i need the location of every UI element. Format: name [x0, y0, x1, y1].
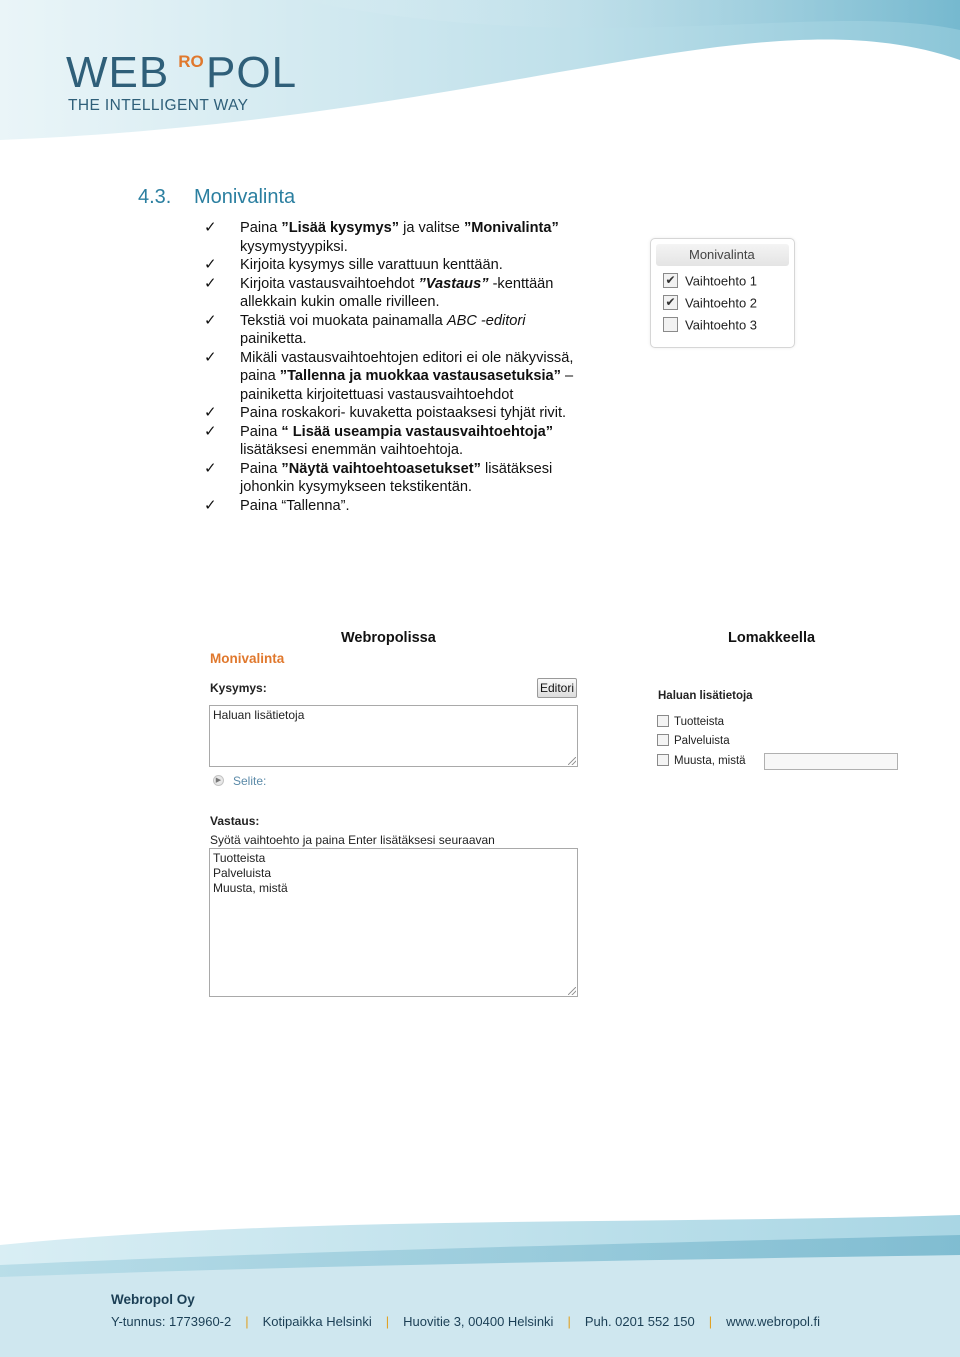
preview-checkbox[interactable]: ✔ — [663, 273, 678, 288]
logo-tagline: THE INTELLIGENT WAY — [68, 97, 249, 114]
checklist-text: Paina — [240, 220, 282, 236]
checkmark-icon: ✓ — [204, 348, 217, 366]
section-number: 4.3. — [138, 186, 172, 208]
preview-option-label: Vaihtoehto 1 — [685, 273, 758, 289]
preview-option-label: Vaihtoehto 3 — [685, 317, 758, 333]
form-option[interactable] — [657, 735, 730, 747]
column-title-webropolissa: Webropolissa — [341, 630, 436, 646]
answers-textarea[interactable] — [209, 848, 578, 997]
checklist-text: lisätäksesi johonkin kysymykseen tekstikentän. — [240, 460, 553, 495]
editor-button[interactable]: Editori — [537, 678, 577, 698]
form-option[interactable] — [657, 755, 746, 767]
checklist-item — [204, 219, 584, 256]
form-checkbox[interactable] — [657, 754, 669, 766]
footer-separator: | — [708, 1314, 713, 1329]
footer-business-id: Y-tunnus: 1773960-2 — [111, 1314, 232, 1329]
checkmark-icon: ✓ — [204, 459, 217, 477]
answer-line: Muusta, mistä — [213, 881, 288, 895]
webropol-logo — [66, 50, 306, 120]
checklist-text: Kirjoita kysymys sille varattuun kenttään. — [240, 257, 503, 273]
checkmark-icon: ✓ — [204, 274, 217, 292]
column-title-lomakkeella: Lomakkeella — [728, 630, 816, 646]
footer-info-line — [111, 1314, 820, 1329]
form-question: Haluan lisätietoja — [658, 690, 753, 702]
section-heading — [138, 186, 295, 209]
checkmark-icon: ✓ — [204, 422, 217, 440]
form-checkbox[interactable] — [657, 715, 669, 727]
answer-hint: Syötä vaihtoehto ja paina Enter lisätäksesi seuraavan — [210, 833, 495, 847]
checklist-item — [204, 404, 584, 423]
checklist-text: kysymystyypiksi. — [240, 238, 348, 255]
answer-label: Vastaus: — [210, 814, 260, 828]
checklist-text: Paina roskakori- kuvaketta poistaaksesi tyhjät rivit. — [240, 405, 567, 421]
preview-title: Monivalinta — [656, 244, 789, 266]
checklist-text: ”Monivalinta” — [463, 220, 559, 236]
checklist-text: -kenttään allekkain kukin omalle rivilleen. — [240, 275, 554, 310]
checklist-text: Paina — [240, 460, 282, 477]
selite-label: Selite: — [233, 774, 267, 788]
footer-website-link[interactable]: www.webropol.fi — [726, 1314, 821, 1329]
checklist-item — [204, 275, 584, 312]
answer-line: Tuotteista — [213, 851, 266, 865]
logo-text-ro: RO — [178, 52, 204, 71]
preview-option[interactable] — [663, 317, 757, 334]
preview-checkbox[interactable]: ✔ — [663, 295, 678, 310]
preview-option[interactable] — [663, 273, 757, 290]
footer-wave-decoration — [0, 1215, 960, 1357]
footer-address: Huovitie 3, 00400 Helsinki — [403, 1314, 554, 1329]
question-label: Kysymys: — [210, 681, 267, 695]
checklist-text: Kirjoita vastausvaihtoehdot — [240, 275, 419, 292]
checklist-text: Paina “Tallenna”. — [240, 497, 350, 514]
checklist-item — [204, 349, 584, 405]
footer-separator: | — [245, 1314, 249, 1329]
expand-arrow-icon: ▶ — [213, 775, 224, 786]
checklist-text: Mikäli vastausvaihtoehtojen editori ei ole näkyvissä, paina — [240, 349, 574, 384]
footer-company-name: Webropol Oy — [111, 1292, 195, 1307]
checklist-text: Tekstiä voi muokata painamalla — [240, 312, 447, 329]
footer-phone: Puh. 0201 552 150 — [584, 1314, 695, 1329]
checklist-text: ”Vastaus” — [418, 275, 489, 292]
form-option-label: Muusta, mistä — [674, 755, 746, 768]
footer-separator: | — [567, 1314, 571, 1329]
checkmark-icon: ✓ — [204, 311, 217, 329]
form-other-text-input[interactable] — [764, 753, 898, 770]
form-checkbox[interactable] — [657, 734, 669, 746]
form-option-label: Tuotteista — [674, 716, 725, 729]
selite-toggle[interactable] — [213, 774, 266, 788]
checklist-text: “ Lisää useampia vastausvaihtoehtoja” — [281, 423, 554, 440]
checklist-item — [204, 497, 584, 516]
checkmark-icon: ✓ — [204, 256, 217, 273]
checklist-text: ABC -editori — [446, 312, 526, 329]
preview-checkbox[interactable] — [663, 317, 678, 332]
preview-option[interactable] — [663, 295, 757, 312]
checklist-item — [204, 423, 584, 460]
editor-question-type-title: Monivalinta — [210, 651, 285, 666]
logo-text-web: WEB — [66, 48, 170, 97]
checkmark-icon: ✓ — [204, 496, 217, 514]
footer-domicile: Kotipaikka Helsinki — [262, 1314, 372, 1329]
resize-grip-icon[interactable] — [568, 757, 576, 765]
checklist-item — [204, 256, 584, 275]
checklist-text: ja valitse — [399, 220, 464, 236]
form-option[interactable] — [657, 716, 724, 728]
checklist-item — [204, 460, 584, 497]
checklist-text: ”Lisää kysymys” — [281, 220, 400, 236]
checklist-text: ”Tallenna ja muokkaa vastausasetuksia” — [279, 368, 561, 384]
form-option-label: Palveluista — [674, 735, 730, 748]
checklist-item — [204, 312, 584, 349]
preview-option-label: Vaihtoehto 2 — [685, 295, 758, 311]
checklist-text: –painiketta kirjoitettuasi vastausvaihtoehdot — [240, 368, 574, 403]
section-title: Monivalinta — [194, 186, 296, 208]
question-text: Haluan lisätietoja — [213, 708, 305, 722]
answer-line: Palveluista — [213, 866, 272, 880]
checklist-text: painiketta. — [240, 331, 307, 347]
question-textarea[interactable] — [209, 705, 578, 767]
instruction-checklist — [204, 219, 584, 515]
multiple-choice-preview — [650, 238, 795, 348]
checklist-text: ”Näytä vaihtoehtoasetukset” — [281, 460, 481, 477]
resize-grip-icon[interactable] — [568, 987, 576, 995]
checkmark-icon: ✓ — [204, 404, 217, 421]
checklist-text: lisätäksesi enemmän vaihtoehtoja. — [240, 442, 464, 458]
logo-text-pol: POL — [206, 48, 298, 97]
checkmark-icon: ✓ — [204, 219, 217, 236]
footer-separator: | — [385, 1314, 390, 1329]
checklist-text: Paina — [240, 423, 282, 440]
